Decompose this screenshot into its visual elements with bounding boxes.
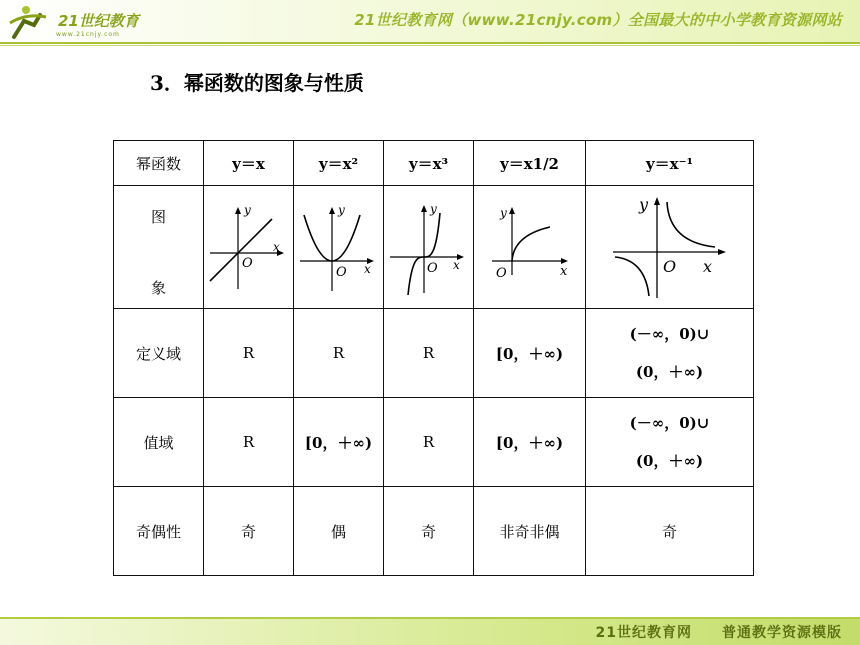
- section-heading: 3．幂函数的图象与性质: [150, 71, 364, 95]
- domain-inverse: [586, 309, 754, 398]
- range-x: R: [204, 398, 294, 487]
- graph-cell-x2: [294, 186, 384, 309]
- row-label-parity: 奇偶性: [114, 487, 204, 576]
- parity-x3: 奇: [384, 487, 474, 576]
- row-label-image-bottom: 象: [150, 279, 166, 297]
- parity-sqrt: 非奇非偶: [474, 487, 586, 576]
- axis-label-y: y: [638, 195, 648, 214]
- graph-y-equals-x-squared: [294, 197, 383, 297]
- col-header-x2: y＝x²: [294, 141, 384, 186]
- origin-label: O: [495, 266, 507, 281]
- range-x2: [0，＋∞): [294, 398, 384, 487]
- range-inverse-line1: (－∞，0)∪: [629, 414, 710, 432]
- range-inverse: [586, 398, 754, 487]
- range-inverse-line2: (0，＋∞): [635, 452, 704, 470]
- axis-label-x: x: [273, 240, 280, 254]
- origin-label: O: [336, 265, 347, 280]
- parity-x: 奇: [204, 487, 294, 576]
- table-row-functions: [114, 141, 754, 186]
- domain-sqrt: [0，＋∞): [474, 309, 586, 398]
- table-row-graphs: [114, 186, 754, 309]
- row-label-domain: 定义域: [114, 309, 204, 398]
- axis-label-x: x: [702, 257, 712, 276]
- domain-inverse-line2: (0，＋∞): [635, 363, 704, 381]
- header-divider: [0, 42, 860, 44]
- graph-cell-x3: [384, 186, 474, 309]
- parity-inverse: 奇: [586, 487, 754, 576]
- range-x3: R: [384, 398, 474, 487]
- axis-label-x: x: [559, 264, 567, 279]
- row-label-image-top: 图: [150, 208, 166, 226]
- axis-label-y: y: [430, 202, 437, 216]
- axis-label-x: x: [364, 262, 371, 276]
- graph-cell-x: [204, 186, 294, 309]
- origin-label: O: [427, 261, 438, 276]
- col-header-sqrt: y＝x1/2: [474, 141, 586, 186]
- logo-url: www.21cnjy.com: [56, 31, 120, 38]
- axis-label-y: y: [244, 203, 251, 217]
- axis-label-x: x: [453, 258, 460, 272]
- site-banner: 21世纪教育网（www.21cnjy.com）全国最大的中小学教育资源网站: [354, 11, 842, 29]
- axis-label-y: y: [499, 206, 507, 220]
- power-function-table: [113, 140, 754, 576]
- logo-text: 21世纪教育: [58, 12, 139, 30]
- range-sqrt: [0，＋∞): [474, 398, 586, 487]
- graph-y-equals-x-cubed: [384, 197, 473, 297]
- col-header-x: y＝x: [204, 141, 294, 186]
- axis-label-y: y: [338, 203, 345, 217]
- graph-y-equals-sqrt-x: [480, 197, 580, 297]
- parity-x2: 偶: [294, 487, 384, 576]
- row-label-range: 值域: [114, 398, 204, 487]
- origin-label: O: [242, 256, 253, 271]
- col-header-x3: y＝x³: [384, 141, 474, 186]
- table-row-range: [114, 398, 754, 487]
- row-label-image: [114, 186, 204, 309]
- site-logo[interactable]: [6, 3, 156, 41]
- runner-logo-icon: [6, 3, 54, 41]
- table-row-domain: [114, 309, 754, 398]
- table-row-parity: [114, 487, 754, 576]
- domain-x3: R: [384, 309, 474, 398]
- row-label-functions: 幂函数: [114, 141, 204, 186]
- footer-text: 21世纪教育网 普通教学资源模版: [595, 625, 842, 641]
- graph-y-equals-inverse-x: [605, 192, 735, 302]
- col-header-inverse: y＝x⁻¹: [586, 141, 754, 186]
- header-divider-thin: [0, 45, 860, 46]
- graph-cell-sqrt: [474, 186, 586, 309]
- domain-x2: R: [294, 309, 384, 398]
- domain-inverse-line1: (－∞，0)∪: [629, 325, 710, 343]
- domain-x: R: [204, 309, 294, 398]
- graph-cell-inverse: [586, 186, 754, 309]
- graph-y-equals-x: [204, 197, 293, 297]
- origin-label: O: [662, 257, 676, 276]
